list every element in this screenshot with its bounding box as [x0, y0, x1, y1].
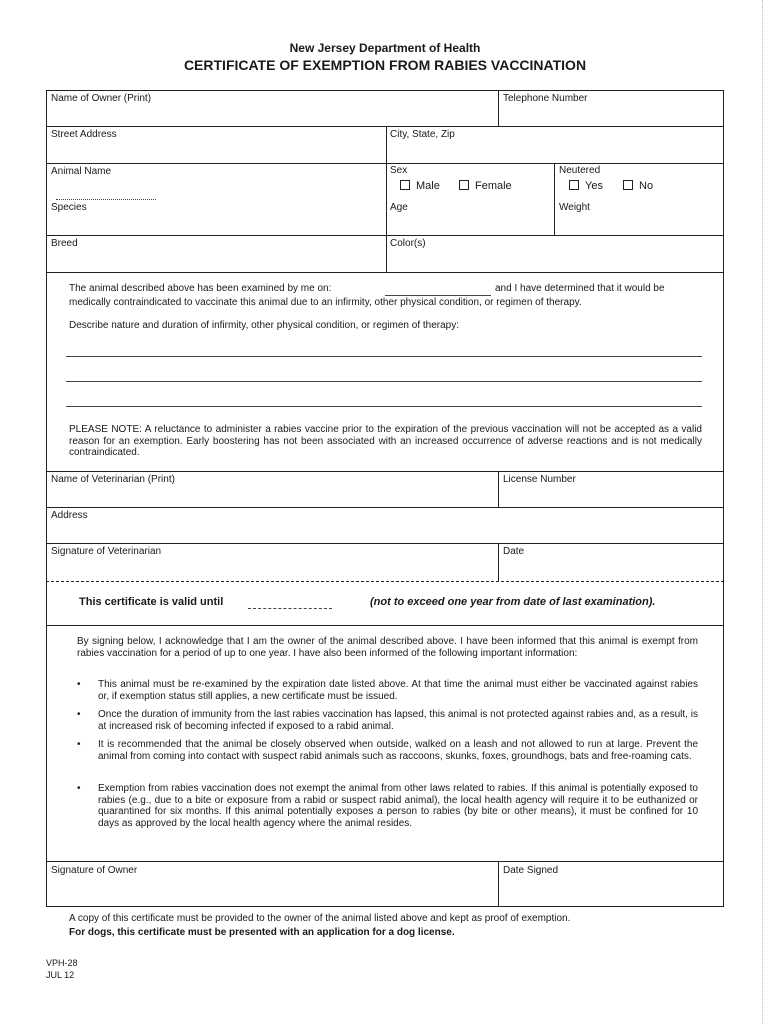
owner-name-field[interactable]	[50, 106, 494, 124]
vet-address-field[interactable]	[50, 523, 718, 541]
divider	[386, 163, 387, 272]
divider	[554, 163, 555, 235]
species-field[interactable]	[50, 214, 384, 232]
license-field[interactable]	[502, 486, 720, 504]
valid-until-note: (not to exceed one year from date of last examination).	[370, 596, 656, 608]
owner-signature-field[interactable]	[50, 878, 494, 898]
breed-label: Breed	[51, 238, 78, 249]
owner-signature-label: Signature of Owner	[51, 865, 138, 876]
neutered-label: Neutered	[559, 165, 601, 176]
please-note: PLEASE NOTE: A reluctance to administer a rabies vaccine prior to the expiration of the previous vaccination will not be accepted as a valid reason for an exemption. Early boostering has not been associated with an increased occurrence of adverse reactions and is not medically contraindicated.	[69, 424, 702, 459]
city-label: City, State, Zip	[390, 129, 455, 140]
owner-name-label: Name of Owner (Print)	[51, 93, 152, 104]
divider	[46, 126, 724, 127]
animal-name-label: Animal Name	[51, 166, 112, 177]
male-checkbox[interactable]	[400, 180, 410, 190]
neutered-yes-checkbox[interactable]	[569, 180, 579, 190]
divider	[386, 126, 387, 163]
divider	[46, 163, 724, 164]
breed-field[interactable]	[50, 251, 384, 269]
divider	[46, 272, 724, 273]
exam-date-field[interactable]	[385, 295, 491, 296]
bullet: •	[77, 783, 81, 794]
street-field[interactable]	[50, 142, 384, 160]
form-title: CERTIFICATE OF EXEMPTION FROM RABIES VACCINATION	[183, 57, 587, 73]
scan-edge-artifact	[762, 0, 763, 1024]
form-top-border	[46, 90, 724, 91]
species-label: Species	[51, 202, 87, 213]
exam-statement-line2: medically contraindicated to vaccinate this animal due to an infirmity, other physical condition, or regimen of therapy.	[69, 297, 582, 308]
age-label: Age	[390, 202, 408, 213]
divider	[498, 861, 499, 907]
colors-label: Color(s)	[390, 238, 426, 249]
neutered-no-label: No	[639, 180, 654, 192]
telephone-field[interactable]	[502, 106, 720, 124]
copy-note: A copy of this certificate must be provided to the owner of the animal listed above and kept as proof of exemption.	[69, 913, 571, 924]
agency-name: New Jersey Department of Health	[289, 41, 481, 55]
neutered-no-checkbox[interactable]	[623, 180, 633, 190]
vet-name-label: Name of Veterinarian (Print)	[51, 474, 175, 485]
exam-statement-part1: The animal described above has been examined by me on:	[69, 283, 332, 294]
date-signed-label: Date Signed	[503, 865, 559, 876]
owner-ack-bullet-1: This animal must be re-examined by the expiration date listed above. At that time the animal must either be vaccinated against rabies or, if exemption status still applies, a new certificate must be issued.	[98, 679, 698, 702]
form-date: JUL 12	[46, 970, 75, 980]
divider	[46, 581, 724, 582]
weight-label: Weight	[559, 202, 590, 213]
bullet: •	[77, 679, 81, 690]
age-field[interactable]	[390, 214, 550, 232]
owner-ack-bullet-4: Exemption from rabies vaccination does not exempt the animal from other laws related to rabies. If this animal is potentially exposed to rabies (e.g., due to a bite or exposure from a rabid or suspect rabid animal), the local health agency will require it to be euthanized or quarantined for six months. If this animal potentially exposes a person to rabies (by bite or other means), it must be confined for 10 days as approved by the local health agency where the animal resides.	[98, 783, 698, 829]
describe-line-1[interactable]	[66, 356, 702, 357]
sex-label: Sex	[390, 165, 408, 176]
street-label: Street Address	[51, 129, 117, 140]
neutered-yes-label: Yes	[585, 180, 603, 192]
male-label: Male	[416, 180, 440, 192]
form-right-border	[723, 90, 724, 907]
vet-name-field[interactable]	[50, 486, 494, 504]
divider	[498, 543, 499, 581]
bullet: •	[77, 739, 81, 750]
divider	[498, 471, 499, 507]
divider	[46, 861, 724, 862]
animal-name-field[interactable]	[56, 199, 156, 200]
describe-prompt: Describe nature and duration of infirmity, other physical condition, or regimen of therapy:	[69, 320, 460, 331]
date-signed-field[interactable]	[502, 878, 720, 898]
owner-ack-bullet-3: It is recommended that the animal be closely observed when outside, walked on a leash and not allowed to run at large. Prevent the animal from coming into contact with suspect rabid animals such as raccoons, skunks, foxes, groundhogs, bats and free-roaming cats.	[98, 739, 698, 762]
describe-line-2[interactable]	[66, 381, 702, 382]
vet-date-field[interactable]	[502, 559, 720, 577]
valid-until-field[interactable]	[248, 608, 332, 609]
divider	[46, 507, 724, 508]
divider	[498, 90, 499, 126]
divider	[46, 625, 724, 626]
telephone-label: Telephone Number	[503, 93, 588, 104]
vet-address-label: Address	[51, 510, 88, 521]
owner-ack-intro: By signing below, I acknowledge that I am the owner of the animal described above. I have been informed that this animal is exempt from rabies vaccination for a period of up to one year. I have also been informed of the following important information:	[77, 636, 698, 659]
divider	[46, 906, 724, 907]
female-checkbox[interactable]	[459, 180, 469, 190]
weight-field[interactable]	[559, 214, 719, 232]
form-left-border	[46, 90, 47, 907]
owner-ack-bullet-2: Once the duration of immunity from the last rabies vaccination has lapsed, this animal is not protected against rabies and, as a result, is at increased risk of becoming infected if exposed to a rabid animal.	[98, 709, 698, 732]
female-label: Female	[475, 180, 512, 192]
valid-until-label: This certificate is valid until	[79, 596, 224, 608]
vet-signature-label: Signature of Veterinarian	[51, 546, 162, 557]
colors-field[interactable]	[390, 251, 720, 269]
vet-date-label: Date	[503, 546, 525, 557]
form-id: VPH-28	[46, 958, 78, 968]
describe-line-3[interactable]	[66, 406, 702, 407]
divider	[46, 235, 724, 236]
divider	[46, 471, 724, 472]
exam-statement-part2: and I have determined that it would be	[495, 283, 665, 294]
bullet: •	[77, 709, 81, 720]
city-field[interactable]	[390, 142, 720, 160]
dog-license-note: For dogs, this certificate must be presented with an application for a dog license.	[69, 927, 455, 938]
vet-signature-field[interactable]	[50, 559, 494, 577]
divider	[46, 543, 724, 544]
license-label: License Number	[503, 474, 576, 485]
